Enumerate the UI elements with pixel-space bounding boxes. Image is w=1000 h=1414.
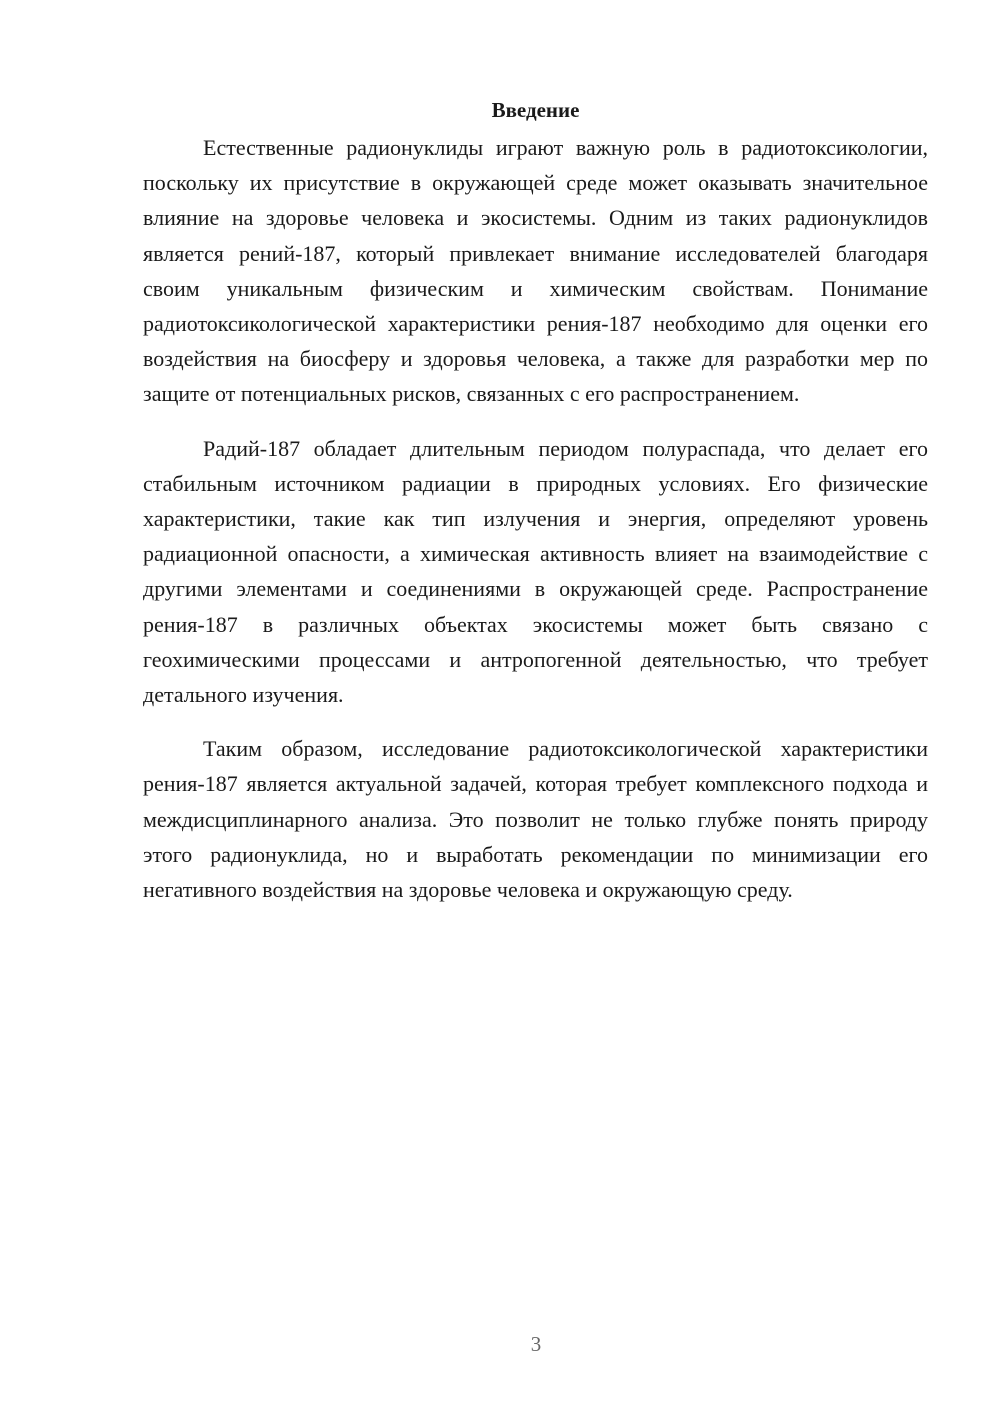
paragraph-1: Естественные радионуклиды играют важную роль в радиотоксикологии, поскольку их присутствие в окружающей среде может оказывать значительное влияние на здоровье человека и экосистемы. Одним из таких радионуклидов является рений-187, который привлекает внимание исследователей благодаря своим уникальным физическим и химическим свойствам. Понимание радиотоксикологической характеристики рения-187 необходимо для оценки его воздействия на биосферу и здоровья человека, а также для разработки мер по защите от потенциальных рисков, связанных с его распространением. [143,135,928,407]
page-content [143,93,928,907]
section-title: Введение [491,98,580,122]
paragraph-2: Радий-187 обладает длительным периодом полураспада, что делает его стабильным источником радиации в природных условиях. Его физические характеристики, такие как тип излучения и энергия, определяют уровень радиационной опасности, а химическая активность влияет на взаимодействие с другими элементами и соединениями в окружающей среде. Распространение рения-187 в различных объектах экосистемы может быть связано с геохимическими процессами и антропогенной деятельностью, что требует детального изучения. [143,435,928,708]
page-number: 3 [530,1332,542,1356]
paragraph-3: Таким образом, исследование радиотоксикологической характеристики рения-187 является актуальной задачей, которая требует комплексного подхода и междисциплинарного анализа. Это позволит не только глубже понять природу этого радионуклида, но и выработать рекомендации по минимизации его негативного воздействия на здоровье человека и окружающую среду. [143,736,928,903]
